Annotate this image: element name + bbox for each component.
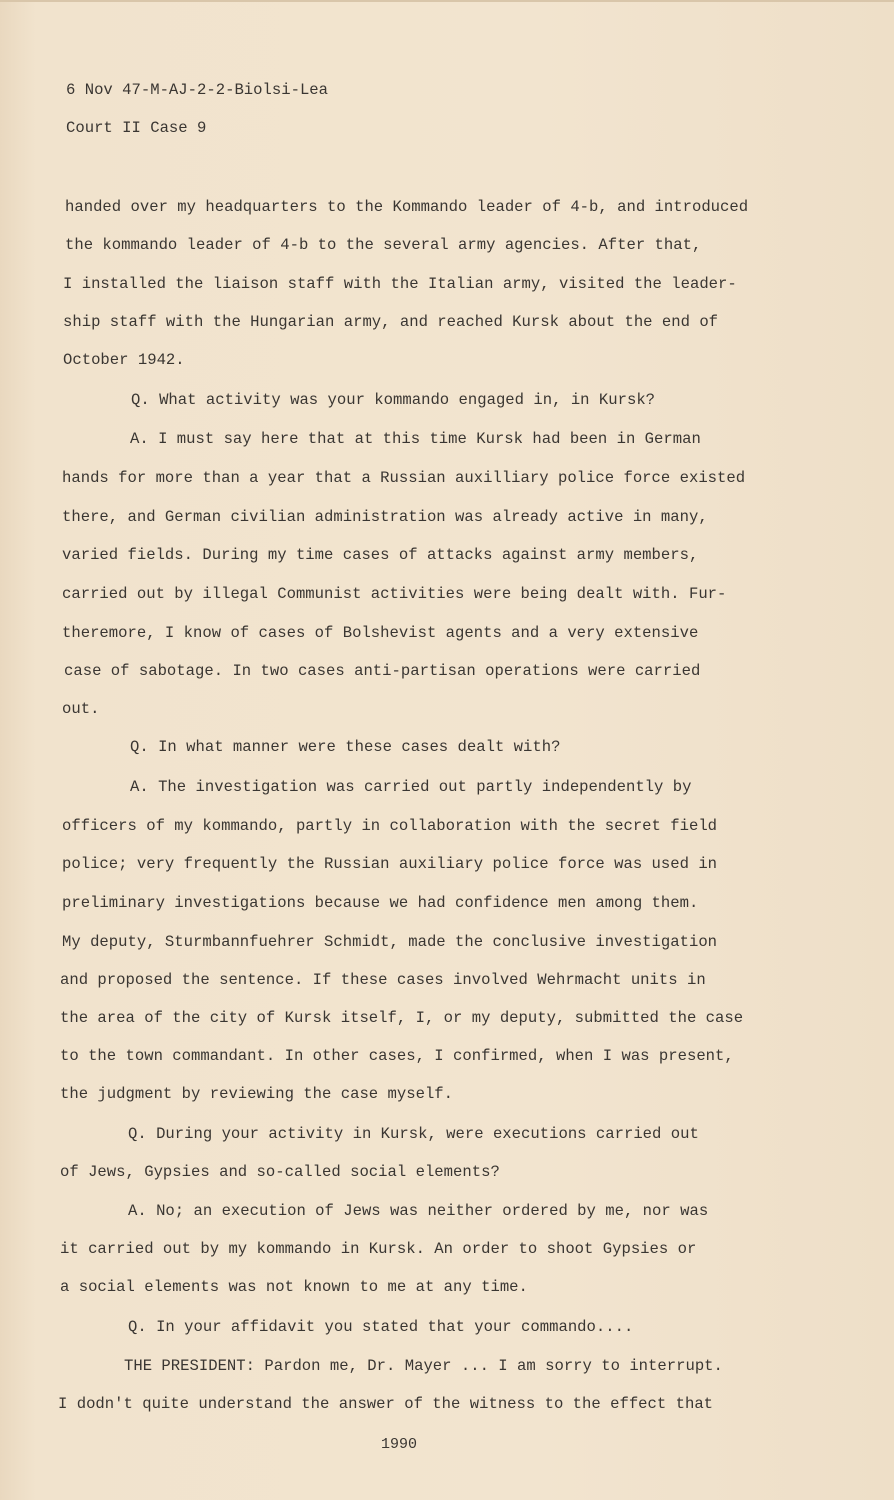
text-line: A. I must say here that at this time Kursk had been in German bbox=[130, 430, 701, 448]
text-line: Q. During your activity in Kursk, were executions carried out bbox=[128, 1125, 699, 1143]
text-line: Q. In your affidavit you stated that your commando.... bbox=[128, 1318, 634, 1336]
text-line: it carried out by my kommando in Kursk. An order to shoot Gypsies or bbox=[60, 1240, 697, 1258]
text-line: THE PRESIDENT: Pardon me, Dr. Mayer ... I am sorry to interrupt. bbox=[124, 1357, 723, 1375]
text-line: preliminary investigations because we had confidence men among them. bbox=[62, 894, 699, 912]
text-line: out. bbox=[62, 700, 100, 718]
text-line: theremore, I know of cases of Bolshevist agents and a very extensive bbox=[62, 624, 699, 642]
text-line: Q. What activity was your kommando engaged in, in Kursk? bbox=[131, 391, 656, 409]
text-line: I installed the liaison staff with the Italian army, visited the leader- bbox=[63, 275, 737, 293]
text-line: police; very frequently the Russian auxiliary police force was used in bbox=[62, 855, 718, 873]
text-line: and proposed the sentence. If these cases involved Wehrmacht units in bbox=[60, 971, 706, 989]
text-line: My deputy, Sturmbannfuehrer Schmidt, made the conclusive investigation bbox=[62, 933, 718, 951]
text-line: A. The investigation was carried out partly independently by bbox=[130, 778, 692, 796]
header-reference: 6 Nov 47-M-AJ-2-2-Biolsi-Lea bbox=[66, 81, 329, 99]
text-line: handed over my headquarters to the Kommando leader of 4-b, and introduced bbox=[65, 198, 749, 216]
text-line: I dodn't quite understand the answer of the witness to the effect that bbox=[58, 1395, 714, 1413]
text-line: of Jews, Gypsies and so-called social elements? bbox=[60, 1163, 500, 1181]
header-court-case: Court II Case 9 bbox=[66, 119, 207, 137]
text-line: to the town commandant. In other cases, I confirmed, when I was present, bbox=[60, 1047, 734, 1065]
text-line: hands for more than a year that a Russian auxilliary police force existed bbox=[62, 469, 746, 487]
text-line: case of sabotage. In two cases anti-partisan operations were carried bbox=[64, 662, 701, 680]
text-line: Q. In what manner were these cases dealt with? bbox=[130, 738, 561, 756]
text-line: there, and German civilian administration was already active in many, bbox=[62, 508, 708, 526]
text-line: carried out by illegal Communist activities were being dealt with. Fur- bbox=[62, 585, 727, 603]
text-line: the area of the city of Kursk itself, I, or my deputy, submitted the case bbox=[60, 1009, 744, 1027]
text-line: officers of my kommando, partly in collaboration with the secret field bbox=[62, 817, 718, 835]
text-line: a social elements was not known to me at any time. bbox=[60, 1278, 528, 1296]
text-line: varied fields. During my time cases of attacks against army members, bbox=[62, 546, 699, 564]
text-line: the judgment by reviewing the case myself. bbox=[60, 1085, 454, 1103]
text-line: October 1942. bbox=[63, 351, 185, 369]
text-line: the kommando leader of 4-b to the several army agencies. After that, bbox=[65, 236, 702, 254]
text-line: ship staff with the Hungarian army, and reached Kursk about the end of bbox=[63, 313, 719, 331]
text-line: A. No; an execution of Jews was neither ordered by me, nor was bbox=[128, 1202, 709, 1220]
page-number: 1990 bbox=[381, 1436, 418, 1453]
